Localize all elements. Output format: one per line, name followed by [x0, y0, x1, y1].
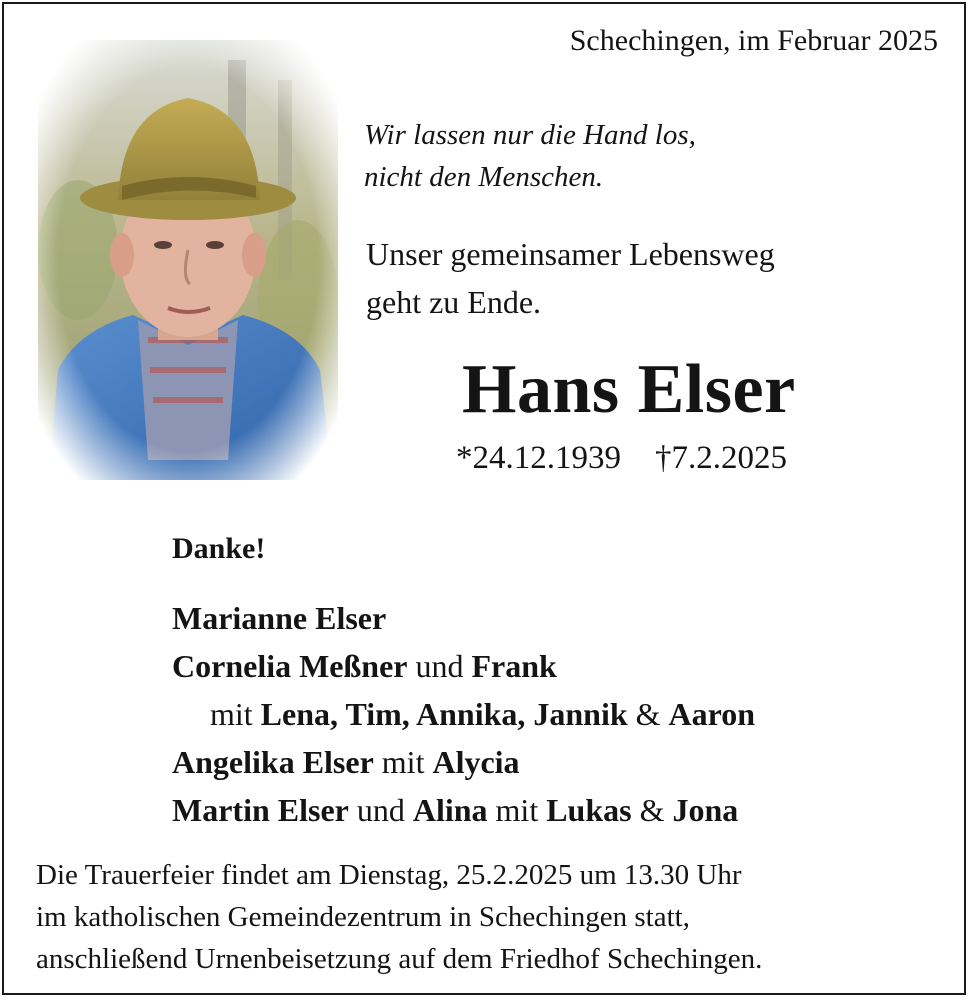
- family-list: [172, 594, 755, 834]
- ceremony-info: [36, 854, 762, 980]
- thanks-heading: Danke!: [172, 532, 266, 565]
- conjunction: und: [415, 648, 464, 684]
- conjunction: mit: [381, 744, 425, 780]
- family-row: [172, 690, 755, 738]
- family-name: Lukas: [546, 792, 632, 828]
- death-date: †7.2.2025: [655, 440, 787, 476]
- family-name: Alina: [412, 792, 488, 828]
- family-name: Cornelia Meßner: [172, 648, 408, 684]
- ceremony-line-1: Die Trauerfeier findet am Dienstag, 25.2.2025 um 13.30 Uhr: [36, 859, 742, 891]
- family-row: [172, 738, 755, 786]
- family-row: [172, 786, 755, 834]
- lead-line-1: Unser gemeinsamer Lebensweg: [366, 236, 775, 272]
- conjunction: und: [356, 792, 405, 828]
- family-row: [172, 642, 755, 690]
- ceremony-line-2: im katholischen Gemeindezentrum in Schechingen statt,: [36, 901, 690, 933]
- family-name: Marianne Elser: [172, 600, 387, 636]
- portrait-photo-icon: [38, 40, 338, 480]
- family-name: Aaron: [668, 696, 756, 732]
- conjunction: mit: [495, 792, 539, 828]
- conjunction: &: [639, 792, 665, 828]
- family-name: Frank: [471, 648, 557, 684]
- conjunction: &: [635, 696, 661, 732]
- family-name: Lena, Tim, Annika, Jannik: [260, 696, 628, 732]
- lead-text: [366, 230, 775, 326]
- obituary-frame: [2, 2, 966, 995]
- family-name: Alycia: [432, 744, 520, 780]
- family-name: Jona: [672, 792, 739, 828]
- portrait-photo: [38, 40, 338, 480]
- family-name: Martin Elser: [172, 792, 349, 828]
- family-name: Angelika Elser: [172, 744, 374, 780]
- place-date: Schechingen, im Februar 2025: [569, 24, 938, 57]
- deceased-name: Hans Elser: [462, 351, 796, 428]
- family-row: [172, 594, 755, 642]
- quote: [364, 114, 696, 198]
- life-dates: [456, 440, 787, 477]
- birth-date: *24.12.1939: [456, 440, 621, 476]
- ceremony-line-3: anschließend Urnenbeisetzung auf dem Friedhof Schechingen.: [36, 943, 763, 975]
- quote-line-2: nicht den Menschen.: [364, 161, 604, 193]
- lead-line-2: geht zu Ende.: [366, 284, 542, 320]
- conjunction: mit: [210, 696, 253, 732]
- quote-line-1: Wir lassen nur die Hand los,: [364, 119, 696, 151]
